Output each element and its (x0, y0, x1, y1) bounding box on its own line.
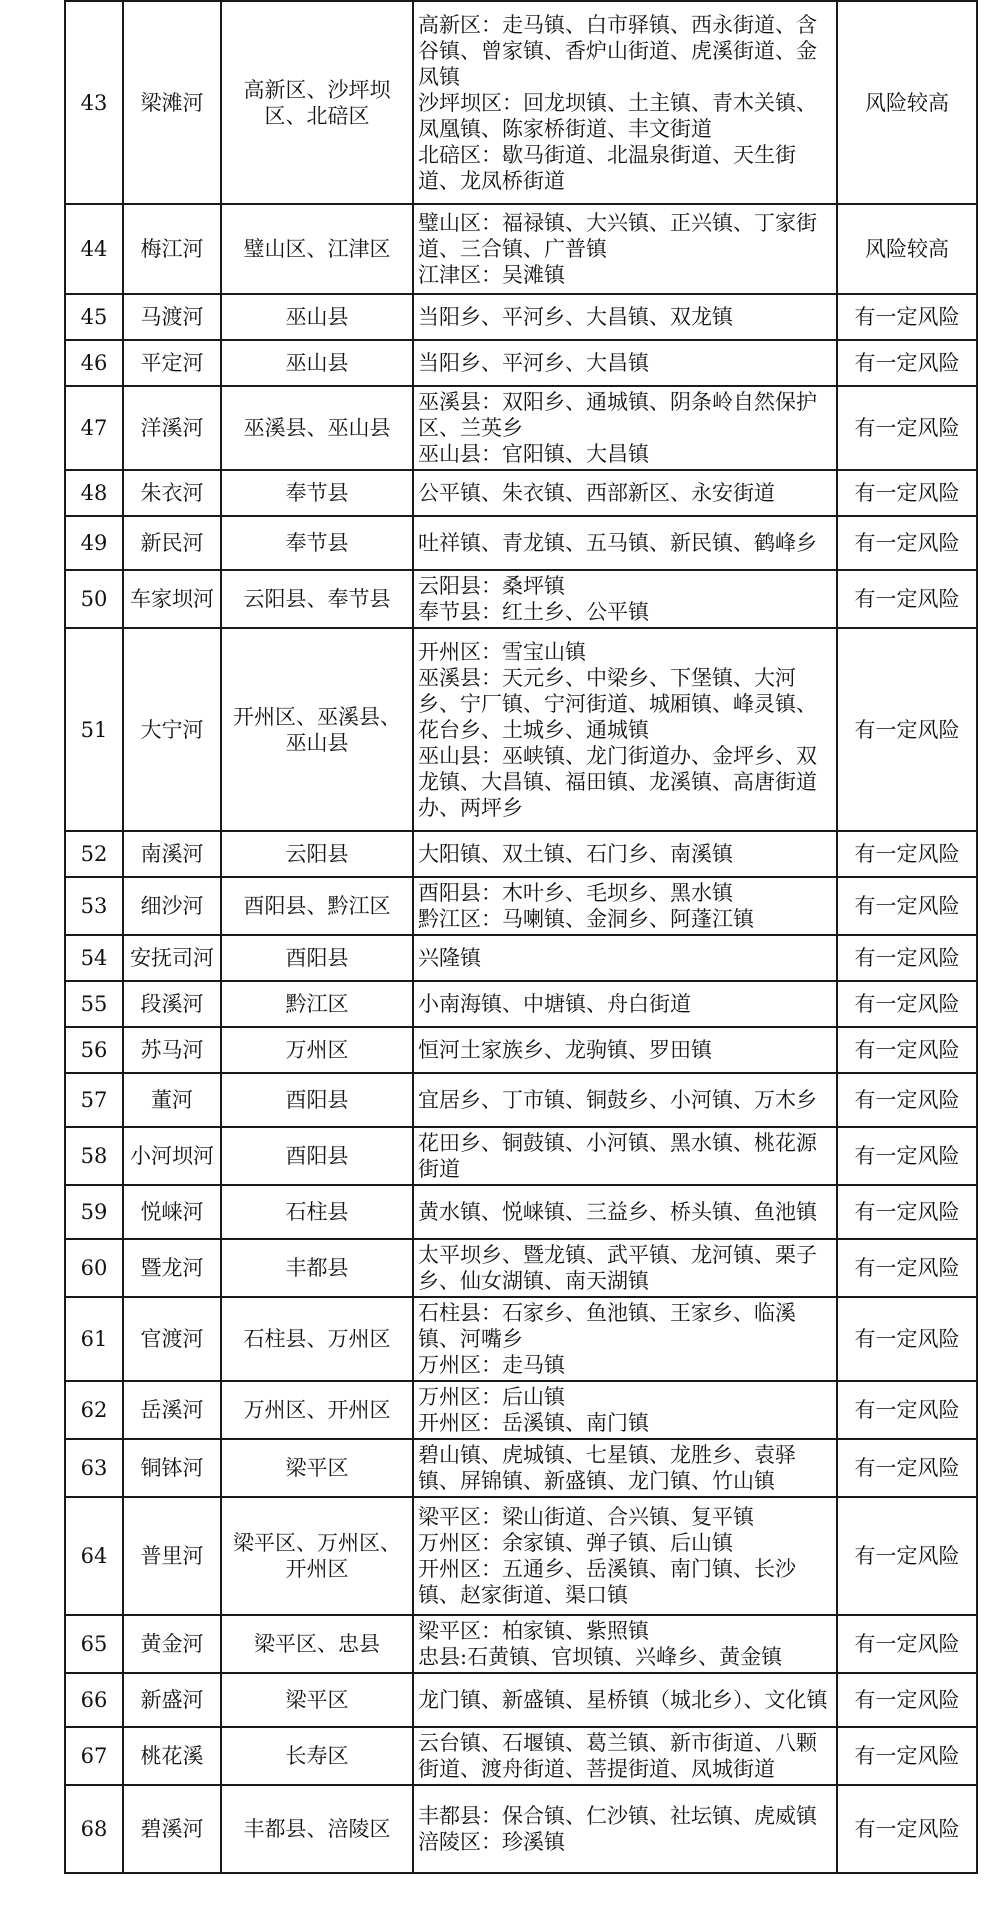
town-list-line: 石柱县：石家乡、鱼池镇、王家乡、临溪镇、河嘴乡 (418, 1301, 796, 1351)
risk-level: 有一定风险 (837, 935, 977, 981)
town-list-line: 开州区：雪宝山镇 (418, 639, 586, 664)
district-county: 梁平区 (221, 1673, 413, 1727)
town-list-line: 宜居乡、丁市镇、铜鼓乡、小河镇、万木乡 (418, 1088, 817, 1112)
town-list-line: 云台镇、石堰镇、葛兰镇、新市街道、八颗街道、渡舟街道、菩提街道、凤城街道 (418, 1731, 817, 1781)
town-list-line: 开州区：五通乡、岳溪镇、南门镇、长沙镇、赵家街道、渠口镇 (418, 1557, 796, 1607)
risk-level: 有一定风险 (837, 1297, 977, 1381)
row-number: 61 (65, 1297, 123, 1381)
table-row (65, 1297, 977, 1381)
row-number: 46 (65, 340, 123, 386)
affected-towns (413, 1127, 837, 1185)
town-list-line: 丰都县：保合镇、仁沙镇、社坛镇、虎威镇 (418, 1804, 817, 1828)
row-number: 47 (65, 386, 123, 470)
table-row (65, 516, 977, 570)
table-row (65, 831, 977, 877)
risk-level: 有一定风险 (837, 1027, 977, 1073)
river-name: 细沙河 (123, 877, 221, 935)
risk-level: 有一定风险 (837, 1727, 977, 1785)
table-row (65, 1615, 977, 1673)
affected-towns (413, 877, 837, 935)
table-row (65, 877, 977, 935)
risk-level: 有一定风险 (837, 1439, 977, 1497)
row-number: 54 (65, 935, 123, 981)
district-county: 丰都县、涪陵区 (221, 1785, 413, 1873)
town-list-line: 当阳乡、平河乡、大昌镇、双龙镇 (418, 305, 733, 329)
affected-towns (413, 1297, 837, 1381)
table-row (65, 935, 977, 981)
river-name: 段溪河 (123, 981, 221, 1027)
district-county: 开州区、巫溪县、巫山县 (221, 628, 413, 831)
affected-towns (413, 1439, 837, 1497)
town-list-line: 万州区：余家镇、弹子镇、后山镇 (418, 1531, 733, 1555)
town-list-line: 龙门镇、新盛镇、星桥镇（城北乡）、文化镇 (418, 1688, 828, 1712)
row-number: 56 (65, 1027, 123, 1073)
risk-level: 有一定风险 (837, 294, 977, 340)
town-list-line: 吐祥镇、青龙镇、五马镇、新民镇、鹤峰乡 (418, 531, 817, 555)
town-list-line: 小南海镇、中塘镇、舟白街道 (418, 992, 691, 1016)
risk-level: 风险较高 (837, 1, 977, 204)
row-number: 49 (65, 516, 123, 570)
district-county: 万州区、开州区 (221, 1381, 413, 1439)
town-list-line: 万州区：走马镇 (418, 1353, 565, 1377)
risk-level: 有一定风险 (837, 570, 977, 628)
affected-towns (413, 628, 837, 831)
row-number: 48 (65, 470, 123, 516)
affected-towns (413, 1785, 837, 1873)
town-list-line: 大阳镇、双土镇、石门乡、南溪镇 (418, 842, 733, 866)
affected-towns (413, 1497, 837, 1615)
risk-level: 有一定风险 (837, 1185, 977, 1239)
district-county: 云阳县、奉节县 (221, 570, 413, 628)
river-name: 梅江河 (123, 204, 221, 294)
affected-towns (413, 1615, 837, 1673)
river-name: 大宁河 (123, 628, 221, 831)
town-list-line: 云阳县：桑坪镇 (418, 574, 565, 598)
river-name: 黄金河 (123, 1615, 221, 1673)
risk-level: 有一定风险 (837, 1127, 977, 1185)
table-row (65, 1, 977, 204)
river-name: 官渡河 (123, 1297, 221, 1381)
town-list-line: 花田乡、铜鼓镇、小河镇、黑水镇、桃花源街道 (418, 1131, 817, 1181)
town-list-line: 巫山县：巫峡镇、龙门街道办、金坪乡、双龙镇、大昌镇、福田镇、龙溪镇、高唐街道办、两坪乡 (418, 743, 817, 820)
affected-towns (413, 1381, 837, 1439)
district-county: 巫山县 (221, 294, 413, 340)
river-name: 南溪河 (123, 831, 221, 877)
row-number: 55 (65, 981, 123, 1027)
river-name: 洋溪河 (123, 386, 221, 470)
town-list-line: 当阳乡、平河乡、大昌镇 (418, 351, 649, 375)
district-county: 酉阳县、黔江区 (221, 877, 413, 935)
town-list-line: 酉阳县：木叶乡、毛坝乡、黑水镇 (418, 881, 733, 905)
risk-level: 有一定风险 (837, 1497, 977, 1615)
row-number: 66 (65, 1673, 123, 1727)
table-row (65, 470, 977, 516)
river-name: 董河 (123, 1073, 221, 1127)
river-name: 朱衣河 (123, 470, 221, 516)
risk-level: 有一定风险 (837, 1239, 977, 1297)
table-row (65, 1497, 977, 1615)
risk-level: 有一定风险 (837, 1073, 977, 1127)
affected-towns (413, 981, 837, 1027)
row-number: 67 (65, 1727, 123, 1785)
town-list-line: 巫山县：官阳镇、大昌镇 (418, 442, 649, 466)
affected-towns (413, 516, 837, 570)
row-number: 64 (65, 1497, 123, 1615)
risk-level: 有一定风险 (837, 877, 977, 935)
river-name: 铜钵河 (123, 1439, 221, 1497)
affected-towns (413, 1673, 837, 1727)
risk-level: 有一定风险 (837, 1615, 977, 1673)
risk-level: 有一定风险 (837, 470, 977, 516)
risk-level: 有一定风险 (837, 981, 977, 1027)
river-name: 安抚司河 (123, 935, 221, 981)
town-list-line: 奉节县：红土乡、公平镇 (418, 600, 649, 624)
affected-towns (413, 1073, 837, 1127)
river-name: 新盛河 (123, 1673, 221, 1727)
table-row (65, 1439, 977, 1497)
table-row (65, 1673, 977, 1727)
table-body (65, 1, 977, 1873)
river-name: 梁滩河 (123, 1, 221, 204)
table-row (65, 1727, 977, 1785)
table-row (65, 386, 977, 470)
river-name: 桃花溪 (123, 1727, 221, 1785)
risk-level: 有一定风险 (837, 1381, 977, 1439)
affected-towns (413, 1185, 837, 1239)
affected-towns (413, 935, 837, 981)
table-row (65, 204, 977, 294)
town-list-line: 黄水镇、悦崃镇、三益乡、桥头镇、鱼池镇 (418, 1200, 817, 1224)
town-list-line: 高新区：走马镇、白市驿镇、西永街道、含谷镇、曾家镇、香炉山街道、虎溪街道、金凤镇 (418, 12, 817, 89)
affected-towns (413, 1027, 837, 1073)
district-county: 万州区 (221, 1027, 413, 1073)
row-number: 59 (65, 1185, 123, 1239)
town-list-line: 北碚区：歇马街道、北温泉街道、天生街道、龙凤桥街道 (418, 142, 796, 193)
town-list-line: 巫溪县：天元乡、中梁乡、下堡镇、大河乡、宁厂镇、宁河街道、城厢镇、峰灵镇、花台乡、土城乡、通城镇 (418, 665, 817, 742)
risk-level: 有一定风险 (837, 516, 977, 570)
river-name: 平定河 (123, 340, 221, 386)
town-list-line: 万州区：后山镇 (418, 1385, 565, 1409)
affected-towns (413, 570, 837, 628)
affected-towns (413, 470, 837, 516)
risk-level: 有一定风险 (837, 1785, 977, 1873)
district-county: 长寿区 (221, 1727, 413, 1785)
district-county: 巫溪县、巫山县 (221, 386, 413, 470)
risk-level: 有一定风险 (837, 1673, 977, 1727)
river-name: 暨龙河 (123, 1239, 221, 1297)
row-number: 65 (65, 1615, 123, 1673)
district-county: 云阳县 (221, 831, 413, 877)
river-name: 小河坝河 (123, 1127, 221, 1185)
table-row (65, 1185, 977, 1239)
affected-towns (413, 386, 837, 470)
town-list-line: 碧山镇、虎城镇、七星镇、龙胜乡、袁驿镇、屏锦镇、新盛镇、龙门镇、竹山镇 (418, 1443, 796, 1493)
affected-towns (413, 204, 837, 294)
affected-towns (413, 1727, 837, 1785)
district-county: 酉阳县 (221, 1127, 413, 1185)
river-risk-table (64, 0, 978, 1874)
district-county: 梁平区、万州区、开州区 (221, 1497, 413, 1615)
row-number: 43 (65, 1, 123, 204)
row-number: 51 (65, 628, 123, 831)
river-risk-table-page (64, 0, 976, 1874)
district-county: 璧山区、江津区 (221, 204, 413, 294)
row-number: 57 (65, 1073, 123, 1127)
river-name: 悦崃河 (123, 1185, 221, 1239)
town-list-line: 梁平区：梁山街道、合兴镇、复平镇 (418, 1505, 754, 1529)
town-list-line: 太平坝乡、暨龙镇、武平镇、龙河镇、栗子乡、仙女湖镇、南天湖镇 (418, 1243, 817, 1293)
row-number: 44 (65, 204, 123, 294)
district-county: 丰都县 (221, 1239, 413, 1297)
row-number: 58 (65, 1127, 123, 1185)
town-list-line: 江津区：吴滩镇 (418, 263, 565, 287)
table-row (65, 1785, 977, 1873)
row-number: 52 (65, 831, 123, 877)
river-name: 新民河 (123, 516, 221, 570)
district-county: 高新区、沙坪坝区、北碚区 (221, 1, 413, 204)
district-county: 巫山县 (221, 340, 413, 386)
district-county: 梁平区、忠县 (221, 1615, 413, 1673)
district-county: 梁平区 (221, 1439, 413, 1497)
town-list-line: 璧山区：福禄镇、大兴镇、正兴镇、丁家街道、三合镇、广普镇 (418, 211, 817, 261)
town-list-line: 黔江区：马喇镇、金洞乡、阿蓬江镇 (418, 907, 754, 931)
risk-level: 有一定风险 (837, 831, 977, 877)
town-list-line: 兴隆镇 (418, 946, 481, 970)
district-county: 酉阳县 (221, 1073, 413, 1127)
district-county: 石柱县、万州区 (221, 1297, 413, 1381)
district-county: 黔江区 (221, 981, 413, 1027)
row-number: 62 (65, 1381, 123, 1439)
row-number: 68 (65, 1785, 123, 1873)
district-county: 酉阳县 (221, 935, 413, 981)
row-number: 63 (65, 1439, 123, 1497)
row-number: 45 (65, 294, 123, 340)
table-row (65, 1127, 977, 1185)
table-row (65, 981, 977, 1027)
row-number: 50 (65, 570, 123, 628)
affected-towns (413, 340, 837, 386)
river-name: 苏马河 (123, 1027, 221, 1073)
affected-towns (413, 1, 837, 204)
town-list-line: 梁平区：柏家镇、紫照镇 (418, 1619, 649, 1643)
table-row (65, 1381, 977, 1439)
row-number: 53 (65, 877, 123, 935)
district-county: 石柱县 (221, 1185, 413, 1239)
town-list-line: 忠县:石黄镇、官坝镇、兴峰乡、黄金镇 (418, 1645, 783, 1669)
affected-towns (413, 1239, 837, 1297)
table-row (65, 1239, 977, 1297)
river-name: 车家坝河 (123, 570, 221, 628)
river-name: 岳溪河 (123, 1381, 221, 1439)
affected-towns (413, 294, 837, 340)
table-row (65, 1073, 977, 1127)
river-name: 普里河 (123, 1497, 221, 1615)
risk-level: 有一定风险 (837, 386, 977, 470)
risk-level: 有一定风险 (837, 628, 977, 831)
risk-level: 风险较高 (837, 204, 977, 294)
row-number: 60 (65, 1239, 123, 1297)
district-county: 奉节县 (221, 516, 413, 570)
town-list-line: 恒河土家族乡、龙驹镇、罗田镇 (418, 1038, 712, 1062)
table-row (65, 628, 977, 831)
table-row (65, 1027, 977, 1073)
table-row (65, 294, 977, 340)
town-list-line: 涪陵区：珍溪镇 (418, 1830, 565, 1854)
town-list-line: 公平镇、朱衣镇、西部新区、永安街道 (418, 481, 775, 505)
river-name: 马渡河 (123, 294, 221, 340)
affected-towns (413, 831, 837, 877)
town-list-line: 开州区：岳溪镇、南门镇 (418, 1411, 649, 1435)
table-row (65, 570, 977, 628)
town-list-line: 沙坪坝区：回龙坝镇、土主镇、青木关镇、凤凰镇、陈家桥街道、丰文街道 (418, 90, 817, 141)
district-county: 奉节县 (221, 470, 413, 516)
river-name: 碧溪河 (123, 1785, 221, 1873)
town-list-line: 巫溪县：双阳乡、通城镇、阴条岭自然保护区、兰英乡 (418, 390, 817, 440)
risk-level: 有一定风险 (837, 340, 977, 386)
table-row (65, 340, 977, 386)
